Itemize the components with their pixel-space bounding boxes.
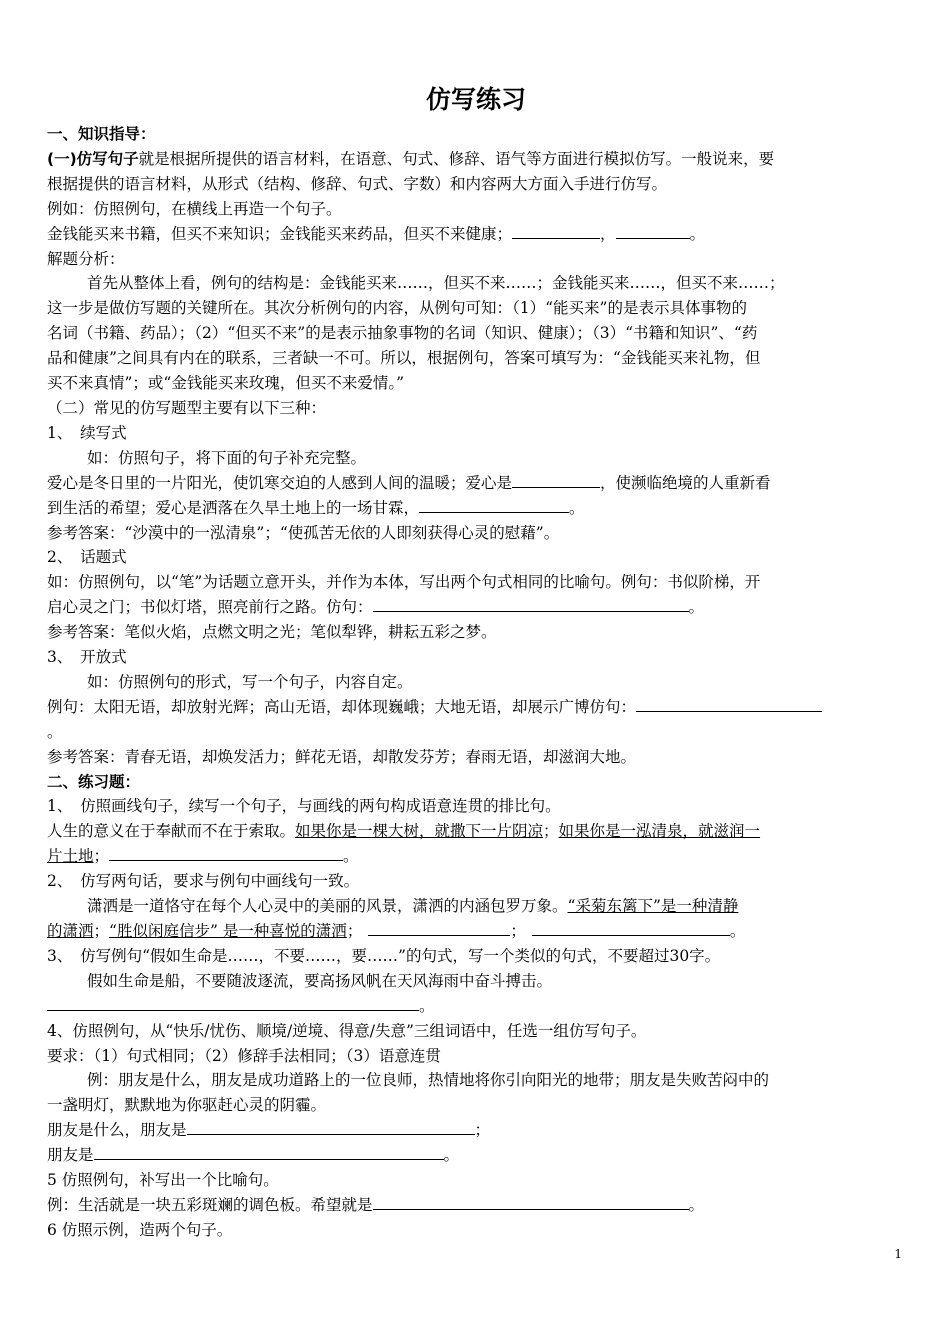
paragraph-line: 例如：仿照例句，在横线上再造一个句子。 (47, 199, 342, 218)
list-item-heading: 2、 话题式 (47, 548, 127, 567)
question-line: 潇洒是一道恪守在每个人心灵中的美丽的风景，潇洒的内涵包罗万象。“采菊东篱下”是一种清静 (87, 897, 739, 916)
paragraph-line: 名词（书籍、药品）；（2）“但买不来”的是表示抽象事物的名词（知识、健康）；（3）“书籍和知识”、“药 (47, 324, 758, 343)
question-line: 朋友是什么，朋友是 ； (47, 1121, 491, 1140)
paragraph-line: 如：仿照例句，以“笔”为话题立意开头，并作为本体，写出两个句式相同的比喻句。例句：书似阶梯，开 (47, 573, 761, 592)
reference-answer: 参考答案：“沙漠中的一泓清泉”；“使孤苦无依的人即刻获得心灵的慰藉”。 (47, 523, 560, 542)
answer-blank[interactable] (373, 1195, 689, 1210)
question-line: 一盏明灯，默默地为你驱赶心灵的阴霾。 (47, 1096, 327, 1115)
question-line: 2、 仿写两句话，要求与例句中画线句一致。 (47, 872, 360, 891)
list-item-heading: 1、 续写式 (47, 423, 127, 442)
list-item-heading: 3、 开放式 (47, 648, 127, 667)
example-line-with-blanks: 启心灵之门；书似灯塔，照亮前行之路。仿句： 。 (47, 598, 705, 617)
example-line-with-blanks: 例句：太阳无语，却放射光辉；高山无语，却体现巍峨；大地无语，却展示广博仿句： (47, 695, 905, 720)
paragraph-line: 根据提供的语言材料，从形式（结构、修辞、句式、字数）和内容两大方面入手进行仿写。 (47, 174, 668, 193)
paragraph-line: 买不来真情”；或“金钱能买来玫瑰，但买不来爱情。” (47, 374, 405, 393)
page-title: 仿写练习 (425, 85, 526, 114)
answer-blank[interactable] (636, 697, 822, 712)
document-page (47, 82, 905, 1243)
section-heading-knowledge: 一、知识指导： (47, 125, 156, 143)
question-line: 的潇洒；“胜似闲庭信步” 是一种喜悦的潇洒； ； 。 (47, 922, 746, 940)
reference-answer: 参考答案：笔似火焰，点燃文明之光；笔似犁铧，耕耘五彩之梦。 (47, 623, 497, 642)
paragraph-line: 品和健康”之间具有内在的联系，三者缺一不可。所以，根据例句，答案可填写为：“金钱能买来礼物，但 (47, 349, 761, 368)
answer-blank[interactable] (532, 921, 730, 936)
underlined-text: 片土地 (47, 847, 94, 866)
subsection-heading: （二）常见的仿写题型主要有以下三种： (47, 398, 327, 417)
question-line: 朋友是 。 (47, 1146, 460, 1165)
question-line: 假如生命是船，不要随波逐流，要高扬风帆在天风海雨中奋斗搏击。 (87, 971, 553, 990)
answer-blank[interactable] (47, 996, 419, 1011)
question-line: 人生的意义在于奉献而不在于索取。如果你是一棵大树，就撒下一片阴凉；如果你是一泓清泉，就滋润一 (47, 822, 761, 841)
answer-blank[interactable] (419, 498, 569, 513)
answer-blank[interactable] (368, 921, 510, 936)
question-line: 。 (47, 994, 905, 1019)
paragraph-line: 首先从整体上看，例句的结构是：金钱能买来……，但买不来……；金钱能买来……，但买不来……； (87, 274, 785, 293)
example-line-with-blanks: 爱心是冬日里的一片阳光，使饥寒交迫的人感到人间的温暖；爱心是 ，使濒临绝境的人重新看 (47, 473, 771, 492)
question-line: 要求：（1）句式相同；（2）修辞手法相同；（3）语意连贯 (47, 1046, 441, 1065)
paragraph-line: 如：仿照句子，将下面的句子补充完整。 (87, 448, 367, 467)
question-line: 6 仿照示例，造两个句子。 (47, 1220, 233, 1239)
question-line: 5 仿照例句，补写出一个比喻句。 (47, 1171, 279, 1190)
paragraph-line: 。 (47, 722, 63, 741)
question-line: 例：生活就是一块五彩斑斓的调色板。希望就是 。 (47, 1195, 705, 1214)
answer-blank[interactable] (512, 224, 600, 239)
example-line-with-blanks: 到生活的希望；爱心是洒落在久旱土地上的一场甘霖， 。 (47, 498, 585, 517)
paragraph-line: 解题分析： (47, 249, 125, 268)
answer-blank[interactable] (512, 473, 600, 488)
example-line-with-blanks: 金钱能买来书籍，但买不来知识；金钱能买来药品，但买不来健康； ， 。 (47, 224, 706, 243)
underlined-text: 的潇洒 (47, 922, 94, 940)
underlined-text: 如果你是一泓清泉，就滋润一 (558, 822, 761, 841)
answer-blank[interactable] (373, 597, 689, 612)
underlined-text: “采菊东篱下”是一种清静 (567, 897, 739, 916)
underlined-text: “胜似闲庭信步” 是一种喜悦的潇洒 (109, 922, 347, 940)
section-heading-exercises: 二、练习题： (47, 772, 141, 791)
question-line: 4、仿照例句，从“快乐/忧伤、顺境/逆境、得意/失意”三组词语中，任选一组仿写句子。 (47, 1021, 647, 1040)
answer-blank[interactable] (94, 1145, 444, 1160)
answer-blank[interactable] (187, 1120, 475, 1135)
term-bold: (一)仿写句子 (47, 149, 139, 168)
question-line: 1、 仿照画线句子，续写一个句子，与画线的两句构成语意连贯的排比句。 (47, 797, 561, 816)
underlined-text: 如果你是一棵大树，就撒下一片阴凉 (295, 822, 544, 841)
page-number: 1 (894, 1247, 902, 1261)
paragraph-line: (一)仿写句子就是根据所提供的语言材料，在语意、句式、修辞、语气等方面进行模拟仿写。一般说来，要 (47, 149, 775, 168)
paragraph-line: 这一步是做仿写题的关键所在。其次分析例句的内容，从例句可知：（1）“能买来”的是表示具体事物的 (47, 299, 747, 318)
paragraph-line: 如：仿照例句的形式，写一个句子，内容自定。 (87, 672, 413, 691)
answer-blank[interactable] (616, 224, 690, 239)
answer-blank[interactable] (109, 846, 343, 861)
question-line: 3、 仿写例句“假如生命是……，不要……，要……”的句式，写一个类似的句式，不要超过30字。 (47, 946, 721, 965)
question-line: 例：朋友是什么，朋友是成功道路上的一位良师，热情地将你引向阳光的地带；朋友是失败苦闷中的 (87, 1071, 770, 1090)
question-line: 片土地； 。 (47, 847, 359, 866)
reference-answer: 参考答案：青春无语，却焕发活力；鲜花无语，却散发芬芳；春雨无语，却滋润大地。 (47, 747, 637, 766)
